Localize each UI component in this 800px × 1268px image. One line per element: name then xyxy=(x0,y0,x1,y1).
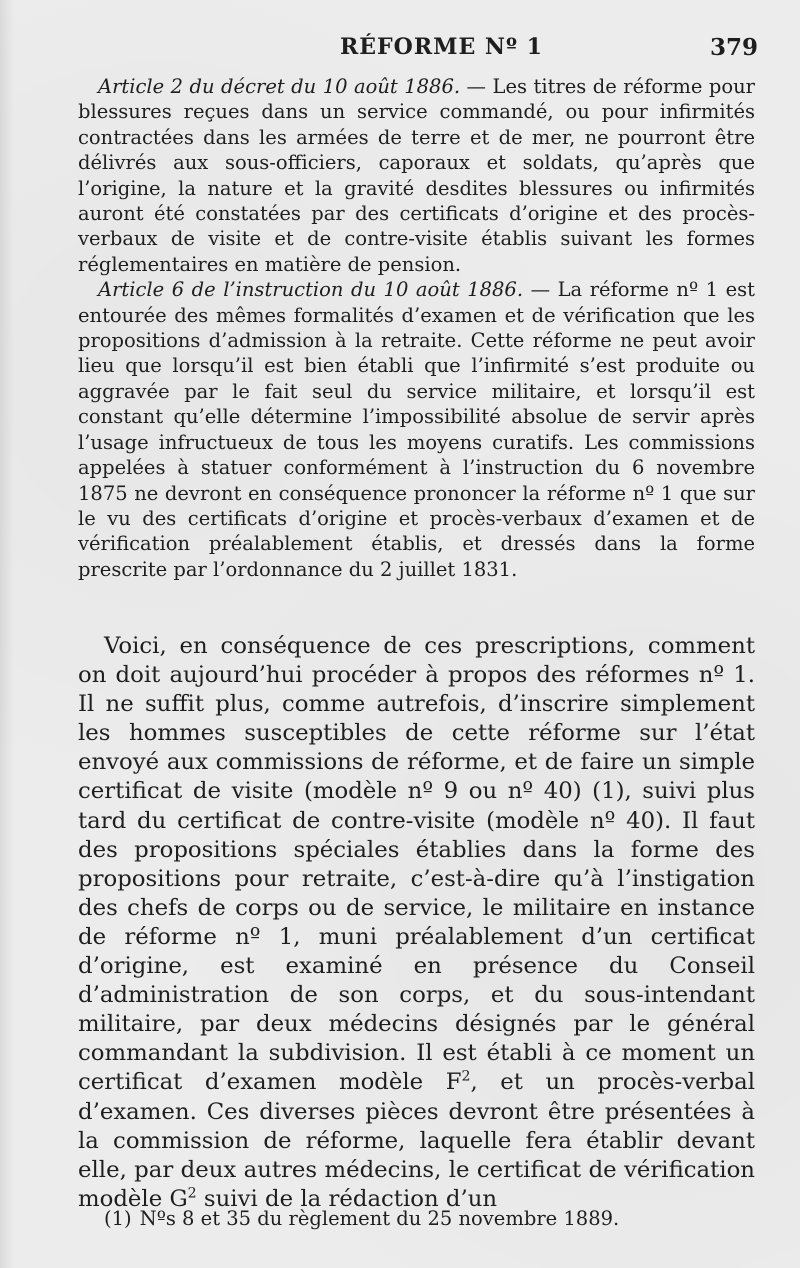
superscript-marker: 2 xyxy=(461,1068,471,1085)
main-text-part: suivi de la rédaction d’un xyxy=(196,1185,498,1212)
citation-text: — Les titres de réforme pour blessures reçues dans un service commandé, ou pour infirmités contractées dans les armées de terre et de mer, ne pourront être délivrés aux sous-officiers, caporaux et soldats, qu’après que l’origine, la nature et la gravité desdites blessures ou infirmités auront été constatées par des certificats d’origine et des procès-verbaux de visite et de contre-visite établis suivant les formes réglementaires en matière de pension. xyxy=(78,75,756,276)
main-text-part: , et un procès-verbal d’examen. Ces diverses pièces devront être présentées à la commission de réforme, laquelle fera établir devant elle, par deux autres médecins, le certificat de vérification modèle G xyxy=(78,1069,756,1212)
citation-reference: Article 6 de l’instruction du 10 août 1886. xyxy=(98,278,524,302)
citation-paragraph xyxy=(78,277,755,582)
page-gutter-shadow xyxy=(0,0,14,1268)
citation-reference: Article 2 du décret du 10 août 1886. xyxy=(98,75,461,98)
footnote xyxy=(104,1206,754,1231)
main-paragraph xyxy=(78,632,755,1214)
superscript-marker: 2 xyxy=(187,1185,197,1202)
quoted-regulations xyxy=(78,74,755,582)
citation-paragraph xyxy=(78,74,755,277)
footnote-marker: (1) xyxy=(104,1207,132,1230)
footnote-text: Nºs 8 et 35 du règlement du 25 novembre 1889. xyxy=(139,1207,620,1230)
running-title: RÉFORME Nº 1 xyxy=(340,34,543,60)
main-text xyxy=(78,632,755,1214)
page-number: 379 xyxy=(709,34,758,61)
main-text-part: Voici, en conséquence de ces prescriptions, comment on doit aujourd’hui procéder à propos des réformes nº 1. Il ne suffit plus, comme autrefois, d’inscrire simplement les hommes susceptibles de cette réforme sur l’état envoyé aux commissions de réforme, et de faire un simple certificat de visite (modèle nº 9 ou nº 40) (1), suivi plus tard du certificat de contre-visite (modèle nº 40). Il faut des propositions spéciales établies dans la forme des propositions pour retraite, c’est-à-dire qu’à l’instigation des chefs de corps ou de service, le militaire en instance de réforme nº 1, muni préalablement d’un certificat d’origine, est examiné en présence du Conseil d’administration de son corps, et du sous-intendant militaire, par deux médecins désignés par le général commandant la subdivision. Il est établi à ce moment un certificat d’examen modèle F xyxy=(78,633,755,1096)
running-header xyxy=(78,34,758,68)
citation-text: — La réforme nº 1 est entourée des mêmes formalités d’examen et de vérification que les propositions d’admission à la retraite. Cette réforme ne peut avoir lieu que lorsqu’il est bien établi que l’infirmité s’est produite ou aggravée par le fait seul du service militaire, et lorsqu’il est constant qu’elle détermine l’impossibilité absolue de servir après l’usage infructueux de tous les moyens curatifs. Les commissions appelées à statuer conformément à l’instruction du 6 novembre 1875 ne devront en conséquence prononcer la réforme nº 1 que sur le vu des certificats d’origine et procès-verbaux d’examen et de vérification préalablement établis, et dressés dans la forme prescrite par l’ordonnance du 2 juillet 1831. xyxy=(78,278,755,581)
